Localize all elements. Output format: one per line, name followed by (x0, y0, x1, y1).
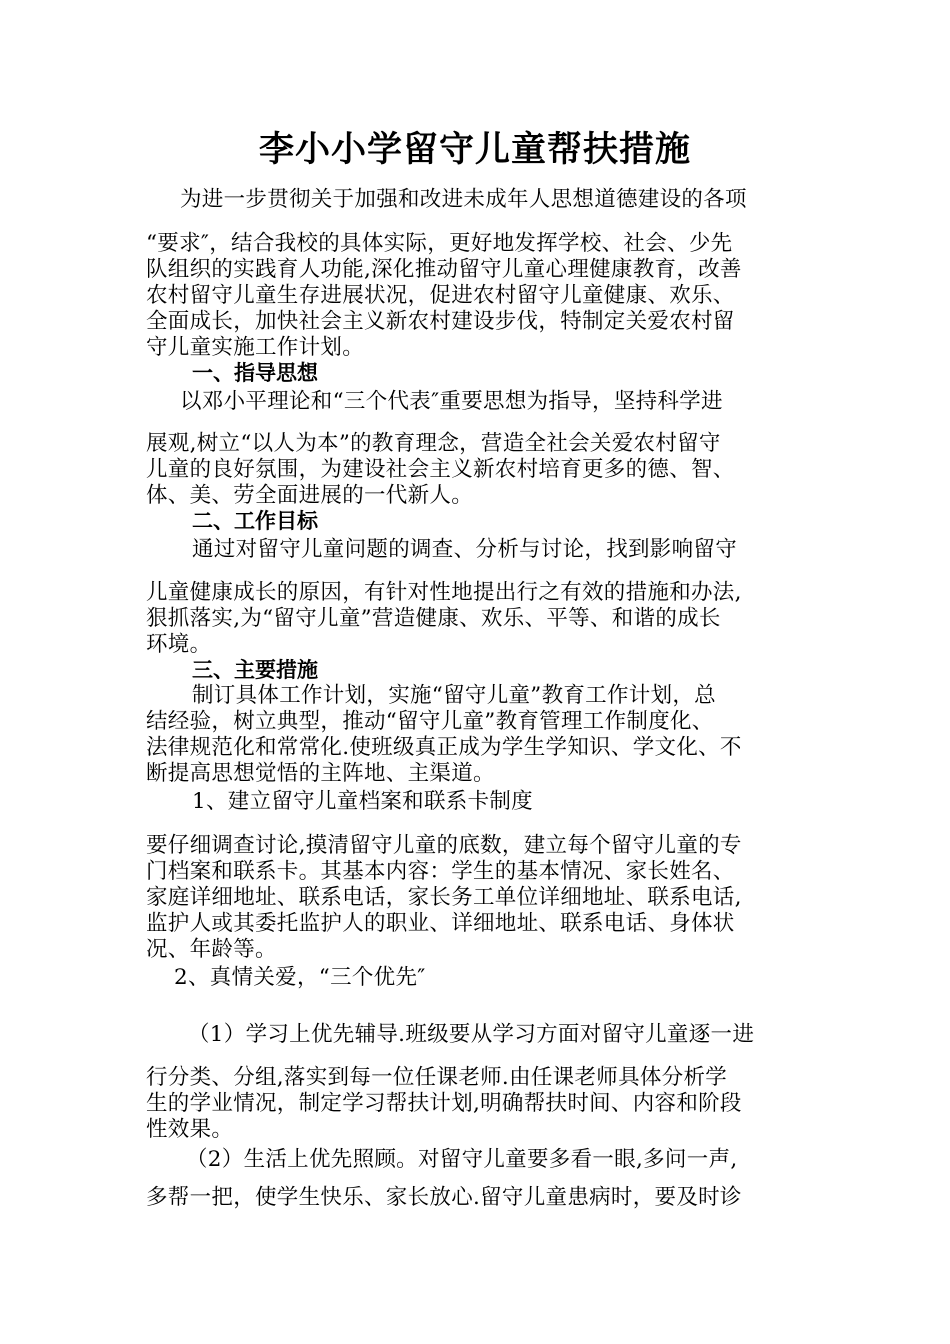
page-title: 李小小学留守儿童帮扶措施 (258, 130, 691, 170)
body-line: 行分类、分组,落实到每一位任课老师.由任课老师具体分析学 (146, 1065, 728, 1090)
body-line: 体、美、劳全面进展的一代新人。 (146, 483, 474, 508)
body-line: 通过对留守儿童问题的调查、分析与讨论，找到影响留守 (192, 537, 738, 562)
section-heading: 三、主要措施 (192, 658, 318, 682)
intro-line: 为进一步贯彻关于加强和改进未成年人思想道德建设的各项 (180, 187, 747, 212)
item-heading: 1、建立留守儿童档案和联系卡制度 (192, 789, 533, 814)
body-line: 制订具体工作计划，实施“留守儿童”教育工作计划，总 (192, 683, 716, 708)
body-line: 结经验，树立典型，推动“留守儿童”教育管理工作制度化、 (146, 709, 714, 734)
body-line: 展观,树立“以人为本”的教育理念，营造全社会关爱农村留守 (146, 431, 721, 456)
body-line: 环境。 (146, 632, 212, 657)
intro-line: 农村留守儿童生存进展状况，促进农村留守儿童健康、欢乐、 (146, 283, 735, 308)
section-heading: 二、工作目标 (192, 509, 318, 533)
body-line: 法律规范化和常常化.使班级真正成为学生学知识、学文化、不 (146, 735, 742, 760)
intro-line: 全面成长，加快社会主义新农村建设步伐，特制定关爱农村留 (146, 309, 735, 334)
body-line: 断提高思想觉悟的主阵地、主渠道。 (146, 761, 495, 786)
body-line: 家庭详细地址、联系电话，家长务工单位详细地址、联系电话, (146, 885, 742, 910)
body-line: 儿童的良好氛围，为建设社会主义新农村培育更多的德、智、 (146, 457, 735, 482)
intro-line: 守儿童实施工作计划。 (146, 335, 365, 360)
body-line: 门档案和联系卡。其基本内容：学生的基本情况、家长姓名、 (146, 859, 735, 884)
body-line: （1）学习上优先辅导.班级要从学习方面对留守儿童逐一进 (188, 1022, 755, 1047)
item-heading: 2、真情关爱，“三个优先″ (174, 965, 426, 990)
body-line: （2）生活上优先照顾。对留守儿童要多看一眼,多问一声, (186, 1147, 738, 1172)
body-line: 监护人或其委托监护人的职业、详细地址、联系电话、身体状 (146, 911, 735, 936)
body-line: 况、年龄等。 (146, 937, 277, 962)
body-line: 狠抓落实,为“留守儿童”营造健康、欢乐、平等、和谐的成长 (146, 606, 721, 631)
section-heading: 一、指导思想 (192, 361, 318, 385)
body-line: 多帮一把，使学生快乐、家长放心.留守儿童患病时，要及时诊 (146, 1185, 742, 1210)
body-line: 儿童健康成长的原因，有针对性地提出行之有效的措施和办法, (146, 580, 742, 605)
intro-line: “要求″，结合我校的具体实际，更好地发挥学校、社会、少先 (146, 231, 733, 256)
body-line: 生的学业情况，制定学习帮扶计划,明确帮扶时间、内容和阶段 (146, 1091, 742, 1116)
body-line: 性效果。 (146, 1117, 234, 1142)
body-line: 要仔细调查讨论,摸清留守儿童的底数，建立每个留守儿童的专 (146, 833, 742, 858)
body-line: 以邓小平理论和“三个代表″重要思想为指导，坚持科学进 (180, 389, 723, 414)
intro-line: 队组织的实践育人功能,深化推动留守儿童心理健康教育，改善 (146, 257, 742, 282)
